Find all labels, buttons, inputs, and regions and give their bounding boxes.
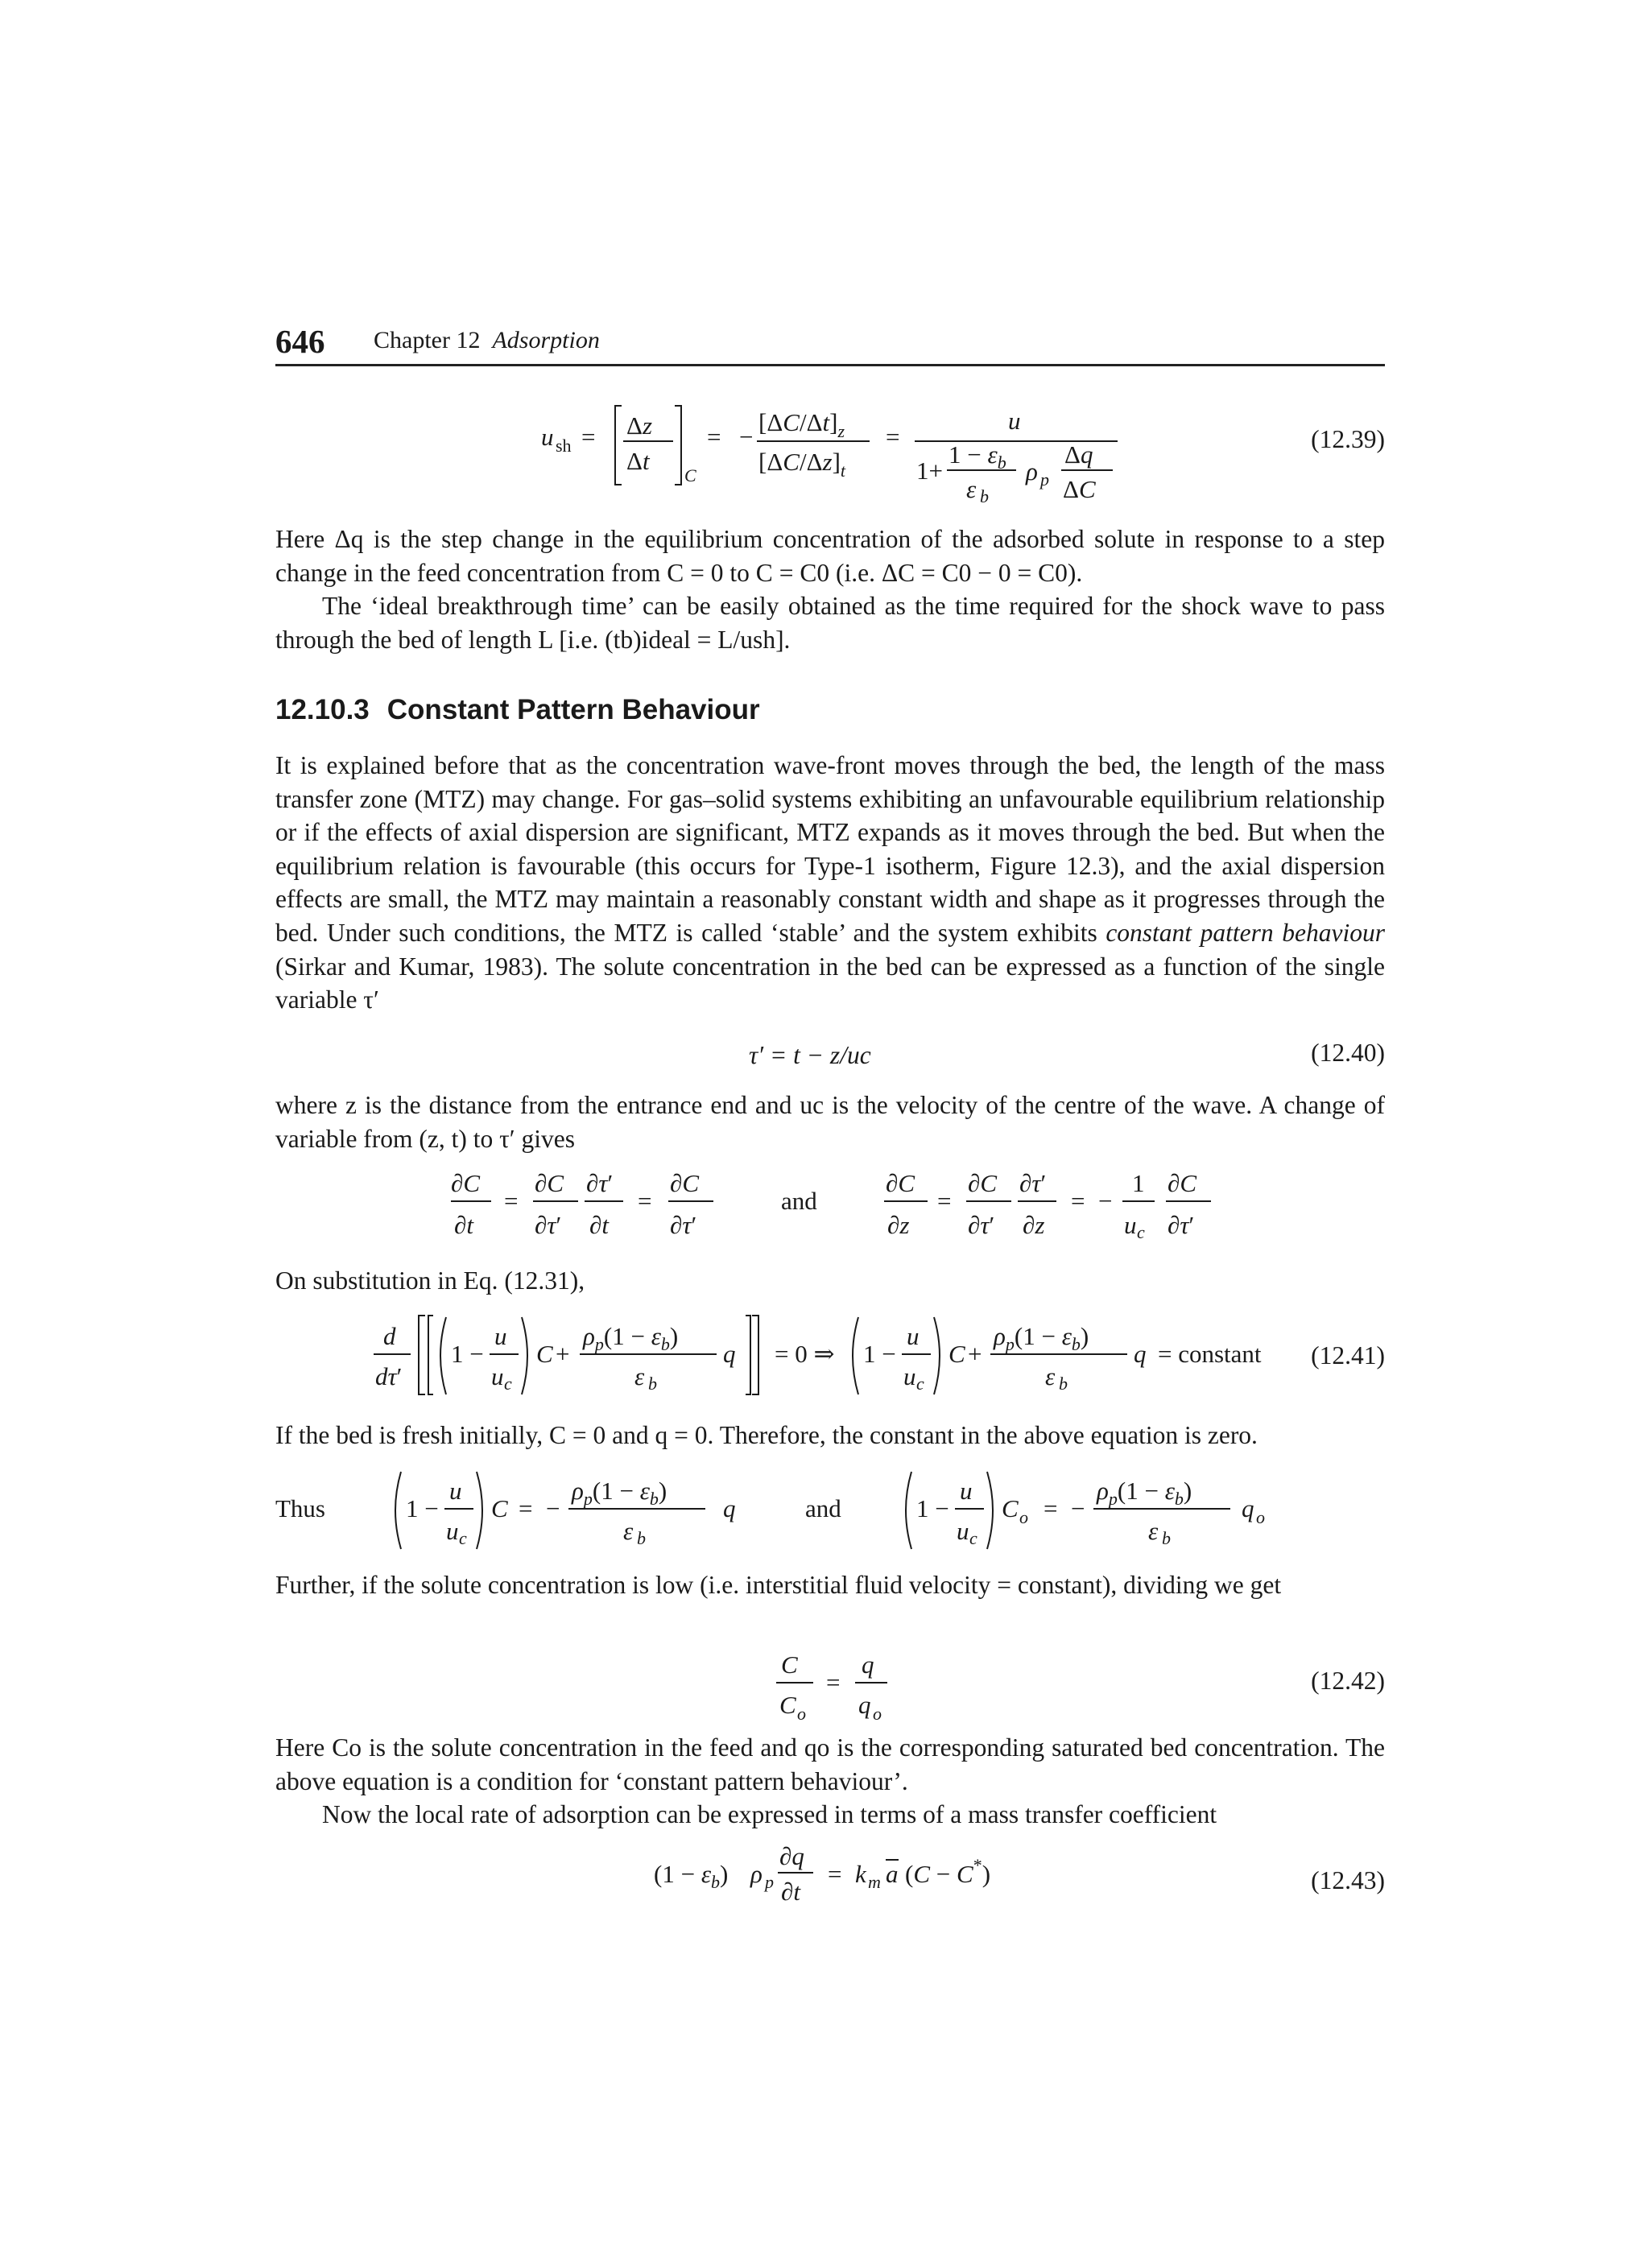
svg-text:1 −: 1 −	[406, 1494, 439, 1522]
section-title: Constant Pattern Behaviour	[386, 694, 760, 725]
section-heading	[275, 694, 760, 726]
svg-text:ε: ε	[1148, 1517, 1159, 1545]
svg-text:∂τ′: ∂τ′	[586, 1169, 614, 1197]
svg-text:1 −: 1 −	[916, 1494, 949, 1522]
svg-text:−: −	[546, 1494, 560, 1522]
svg-text:=: =	[828, 1860, 842, 1888]
svg-text:b: b	[1059, 1374, 1068, 1394]
svg-text:=: =	[519, 1494, 533, 1522]
svg-text:u: u	[491, 1362, 504, 1390]
svg-text:=: =	[504, 1187, 519, 1215]
equation-12-41	[372, 1304, 1274, 1409]
svg-text:b: b	[637, 1528, 646, 1548]
svg-text:Δz: Δz	[626, 411, 653, 440]
svg-text:[ΔC/Δt]z: $[\Delta C/\Delta t]_z$	[758, 408, 845, 441]
svg-text:q: q	[862, 1650, 874, 1679]
paragraph: If the bed is fresh initially, C = 0 and q = 0. Therefore, the constant in the above equation is zero.	[275, 1421, 1258, 1449]
svg-text:q: q	[858, 1691, 871, 1719]
svg-text:C: C	[948, 1340, 965, 1368]
svg-text:d: d	[383, 1322, 396, 1350]
section-number: 12.10.3	[275, 694, 370, 725]
svg-text:dτ′: dτ′	[375, 1362, 403, 1390]
svg-text:m: m	[868, 1872, 881, 1892]
svg-text:o: o	[797, 1704, 806, 1724]
constant-label: = constant	[1158, 1340, 1262, 1368]
paragraph	[275, 749, 1385, 1017]
svg-text:−: −	[1071, 1494, 1085, 1522]
svg-text:c: c	[1137, 1222, 1145, 1242]
svg-text:C: C	[781, 1650, 798, 1679]
svg-text:Δq: Δq	[1064, 440, 1093, 469]
svg-text:b: b	[1162, 1528, 1171, 1548]
svg-text:Δt: Δt	[626, 447, 650, 475]
svg-text:1 −: 1 −	[863, 1340, 896, 1368]
svg-text:∂C: ∂C	[1168, 1169, 1197, 1197]
svg-text:=: =	[1071, 1187, 1085, 1215]
svg-text:=: =	[886, 423, 900, 451]
svg-text:C: C	[1002, 1494, 1019, 1522]
equation-12-43	[654, 1836, 1032, 1916]
and-label: and	[805, 1494, 841, 1522]
svg-text:b: b	[648, 1374, 657, 1394]
svg-text:∂z: ∂z	[887, 1211, 910, 1239]
svg-text:u: u	[541, 423, 554, 451]
emphasis-text: constant pattern behaviour	[1106, 918, 1385, 947]
svg-text:q: q	[1134, 1340, 1147, 1368]
svg-text:ε: ε	[1045, 1362, 1056, 1390]
equation-number: (12.40)	[1311, 1039, 1385, 1067]
svg-text:ε: ε	[634, 1362, 645, 1390]
svg-text:q: q	[723, 1340, 736, 1368]
svg-text:u: u	[1008, 407, 1021, 435]
svg-text:c: c	[969, 1528, 977, 1548]
equation-number: (12.43)	[1311, 1866, 1385, 1894]
svg-text:+: +	[968, 1340, 982, 1368]
svg-text:b: b	[980, 486, 989, 506]
svg-text:∂C: ∂C	[886, 1169, 915, 1197]
svg-text:q: q	[1242, 1494, 1254, 1522]
svg-text:u: u	[449, 1477, 462, 1505]
svg-text:1+: 1+	[916, 456, 943, 485]
svg-text:ε: ε	[966, 475, 977, 503]
svg-text:q: q	[723, 1494, 736, 1522]
svg-text:ρ: ρ	[750, 1860, 763, 1888]
equation-12-39	[531, 395, 1143, 515]
svg-text:∂t: ∂t	[454, 1211, 473, 1239]
thus-equations	[275, 1459, 1322, 1564]
svg-text:+: +	[556, 1340, 570, 1368]
svg-text:(1 − εb): $(1 - \varepsilon_b)$	[654, 1860, 729, 1892]
svg-text:C: C	[779, 1691, 796, 1719]
svg-text:∂C: ∂C	[451, 1169, 481, 1197]
svg-text:a: a	[886, 1860, 899, 1888]
svg-text:∂τ′: ∂τ′	[1168, 1211, 1195, 1239]
svg-text:ρ: ρ	[1026, 457, 1038, 485]
svg-text:u: u	[446, 1517, 459, 1545]
chapter-label	[374, 327, 600, 354]
svg-text:ρp(1 − εb): $\rho_p(1 - \varepsilon_b)$	[583, 1322, 679, 1354]
svg-text:∂τ′: ∂τ′	[968, 1211, 995, 1239]
svg-text:ρp(1 − εb): $\rho_p(1 - \varepsilon_b)$	[572, 1477, 667, 1509]
svg-text:u: u	[957, 1517, 969, 1545]
paragraph: Further, if the solute concentration is low (i.e. interstitial fluid velocity = constant), dividing we get	[275, 1571, 1282, 1599]
paragraph: The ‘ideal breakthrough time’ can be easily obtained as the time required for the shock wave to pass through the bed of length L [i.e. (tb)ideal = L/ush].	[275, 592, 1385, 654]
page-number: 646	[275, 323, 325, 360]
svg-text:o: o	[1256, 1507, 1265, 1527]
paragraph: Here Δq is the step change in the equilibrium concentration of the adsorbed solute in response to a step change in the feed concentration from C = 0 to C = C0 (i.e. ΔC = C0 − 0 = C0).	[275, 525, 1385, 587]
paragraph: Now the local rate of adsorption can be expressed in terms of a mass transfer coefficient	[322, 1800, 1217, 1828]
svg-text:∂t: ∂t	[589, 1211, 609, 1239]
svg-text:u: u	[907, 1322, 920, 1350]
svg-text:u: u	[494, 1322, 507, 1350]
and-label: and	[781, 1187, 817, 1215]
paragraph: where z is the distance from the entrance end and uc is the velocity of the centre of the wave. A change of variable from (z, t) to τ′ gives	[275, 1091, 1385, 1153]
svg-text:=: =	[1044, 1494, 1058, 1522]
svg-text:o: o	[873, 1704, 882, 1724]
svg-text:∂C: ∂C	[670, 1169, 700, 1197]
svg-text:ρp(1 − εb): $\rho_p(1 - \varepsilon_b)$	[994, 1322, 1089, 1354]
svg-text:∂τ′: ∂τ′	[1019, 1169, 1047, 1197]
svg-text:∂C: ∂C	[968, 1169, 998, 1197]
svg-text:(C − C*): (C − C*)	[905, 1855, 991, 1888]
svg-text:=: =	[581, 423, 596, 451]
change-of-variable-equations	[451, 1159, 1256, 1256]
svg-text:ΔC: ΔC	[1063, 475, 1096, 503]
paragraph-text: (Sirkar and Kumar, 1983). The solute concentration in the bed can be expressed as a function of the single variable τ′	[275, 952, 1385, 1014]
equation-number: (12.42)	[1311, 1667, 1385, 1695]
svg-text:c: c	[459, 1528, 467, 1548]
thus-label: Thus	[275, 1494, 325, 1522]
svg-text:u: u	[960, 1477, 973, 1505]
svg-text:∂τ′: ∂τ′	[670, 1211, 697, 1239]
svg-text:=: =	[826, 1668, 841, 1696]
svg-text:sh: sh	[556, 436, 572, 456]
running-header	[275, 322, 1385, 362]
svg-text:−: −	[739, 423, 754, 451]
svg-text:u: u	[903, 1362, 916, 1390]
svg-text:p: p	[765, 1872, 774, 1892]
svg-text:−: −	[1098, 1187, 1113, 1215]
svg-text:=: =	[638, 1187, 652, 1215]
equation-number: (12.39)	[1311, 425, 1385, 453]
svg-text:1 −: 1 −	[451, 1340, 484, 1368]
svg-text:k: k	[855, 1860, 866, 1888]
svg-text:∂C: ∂C	[535, 1169, 564, 1197]
chapter-number: Chapter 12	[374, 327, 481, 353]
svg-text:=: =	[707, 423, 721, 451]
svg-text:C: C	[491, 1494, 508, 1522]
svg-text:o: o	[1019, 1507, 1028, 1527]
svg-text:∂τ′: ∂τ′	[535, 1211, 562, 1239]
svg-text:u: u	[1124, 1211, 1137, 1239]
equation-12-40: τ′ = t − z/uc	[749, 1041, 871, 1069]
paragraph-text: It is explained before that as the concentration wave-front moves through the bed, the length of the mass transfer zone (MTZ) may change. For gas–solid systems exhibiting an unfavourable equilibrium relationship or if the effects of axial dispersion are significant, MTZ expands as it moves through the bed. But when the equilibrium relation is favourable (this occurs for Type-1 isotherm, Figure 12.3), and the axial dispersion effects are small, the MTZ may maintain a reasonably constant width and shape as it progresses through the bed. Under such conditions, the MTZ is called ‘stable’ and the system exhibits	[275, 751, 1385, 947]
svg-text:1 − εb: $1 - \varepsilon_b$	[948, 440, 1006, 473]
svg-text:1: 1	[1132, 1169, 1145, 1197]
svg-text:= 0 ⇒: = 0 ⇒	[775, 1340, 835, 1368]
equation-12-42	[773, 1642, 902, 1731]
header-rule	[275, 364, 1385, 366]
paragraph: Here Co is the solute concentration in the feed and qo is the corresponding saturated bed concentration. The above equation is a condition for ‘constant pattern behaviour’.	[275, 1733, 1385, 1795]
svg-text:[ΔC/Δz]t: $[\Delta C/\Delta z]_t$	[758, 448, 846, 481]
paragraph: On substitution in Eq. (12.31),	[275, 1266, 585, 1295]
svg-text:C: C	[536, 1340, 553, 1368]
chapter-title: Adsorption	[492, 327, 600, 353]
equation-number: (12.41)	[1311, 1341, 1385, 1369]
svg-text:ε: ε	[623, 1517, 634, 1545]
svg-text:∂z: ∂z	[1023, 1211, 1045, 1239]
svg-text:p: p	[1040, 469, 1049, 490]
svg-text:C: C	[684, 465, 696, 485]
svg-text:ρp(1 − εb): $\rho_p(1 - \varepsilon_b)$	[1097, 1477, 1192, 1509]
svg-text:c: c	[916, 1374, 924, 1394]
svg-text:c: c	[504, 1374, 512, 1394]
svg-text:∂q: ∂q	[779, 1842, 804, 1870]
svg-text:=: =	[937, 1187, 952, 1215]
svg-text:∂t: ∂t	[781, 1878, 800, 1906]
